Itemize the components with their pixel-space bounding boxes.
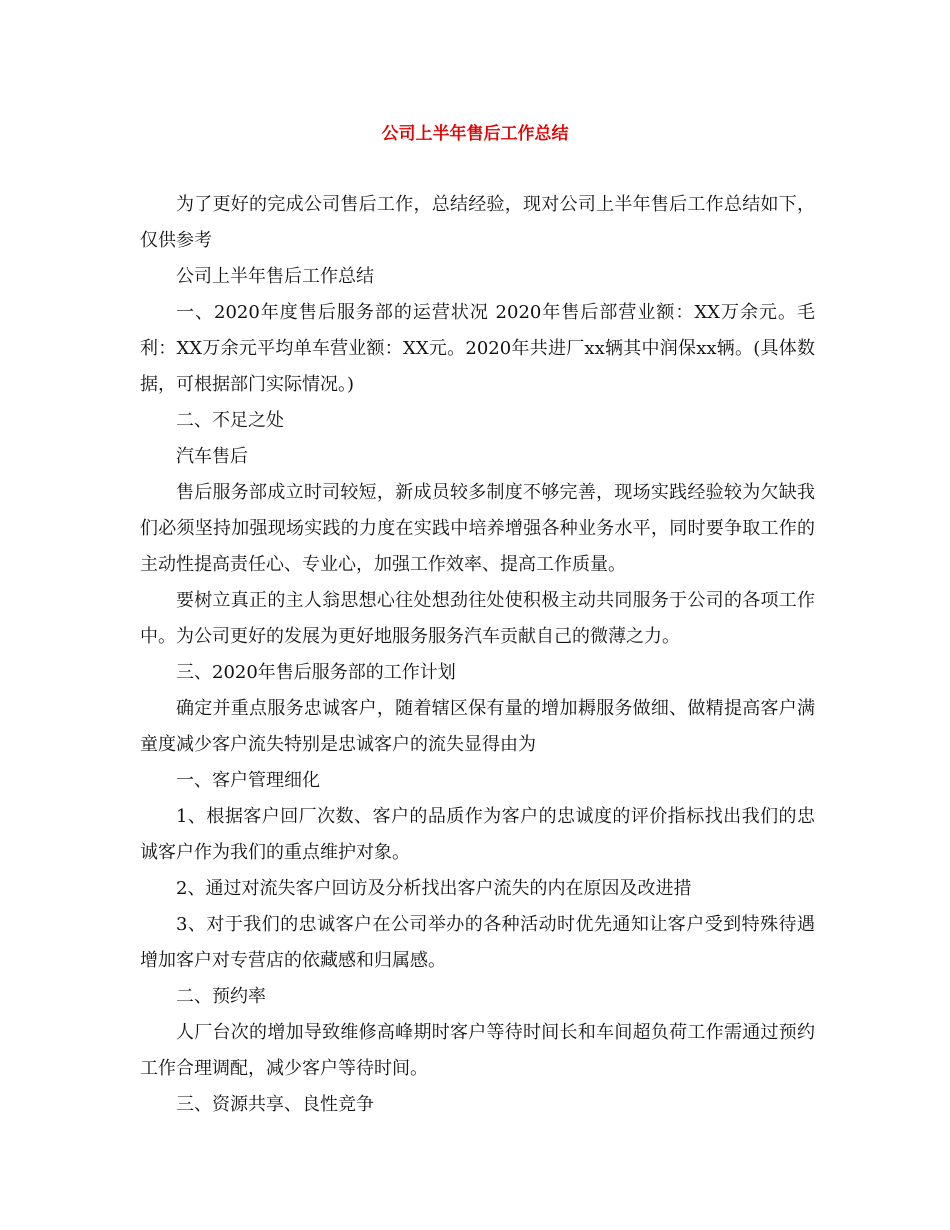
document-title: 公司上半年售后工作总结 xyxy=(381,124,569,144)
heading-customer-management: 一、客户管理细化 xyxy=(176,770,320,791)
paragraph-operations-status: 一、2020年度售后服务部的运营状况 2020年售后部营业额：XX万余元。毛利：XX万余元平均单车营业额：XX元。2020年共进厂xx辆其中润保xx辆。(具体数据，可根据部门实际情况。) xyxy=(140,302,815,395)
paragraph-shortcomings-detail: 售后服务部成立时司较短，新成员较多制度不够完善，现场实践经验较为欠缺我们必须坚持加强现场实践的力度在实践中培养增强各种业务水平，同时要争取工作的主动性提高责任心、专业心，加强工作效率、提高工作质量。 xyxy=(140,482,815,575)
paragraph-intro: 为了更好的完成公司售后工作，总结经验，现对公司上半年售后工作总结如下，仅供参考 xyxy=(140,194,815,251)
heading-resource-sharing: 三、资源共享、良性竞争 xyxy=(176,1094,374,1115)
paragraph-subtitle: 公司上半年售后工作总结 xyxy=(176,266,374,287)
heading-appointment-rate: 二、预约率 xyxy=(176,986,266,1007)
document-body xyxy=(140,187,815,1123)
paragraph-ownership: 要树立真正的主人翁思想心往处想劲往处使积极主动共同服务于公司的各项工作中。为公司更好的发展为更好地服务服务汽车贡献自己的微薄之力。 xyxy=(140,590,815,647)
heading-work-plan: 三、2020年售后服务部的工作计划 xyxy=(176,662,456,683)
list-item-2: 2、通过对流失客户回访及分析找出客户流失的内在原因及改进措 xyxy=(176,878,692,899)
heading-shortcomings: 二、不足之处 xyxy=(176,410,284,431)
list-item-3: 3、对于我们的忠诚客户在公司举办的各种活动时优先通知让客户受到特殊待遇增加客户对专营店的依藏感和归属感。 xyxy=(140,914,815,971)
heading-auto-aftersales: 汽车售后 xyxy=(176,446,248,467)
list-item-1: 1、根据客户回厂次数、客户的品质作为客户的忠诚度的评价指标找出我们的忠诚客户作为我们的重点维护对象。 xyxy=(140,806,815,863)
paragraph-appointment: 人厂台次的增加导致维修高峰期时客户等待时间长和车间超负荷工作需通过预约工作合理调配，减少客户等待时间。 xyxy=(140,1022,815,1079)
paragraph-loyal-customers: 确定并重点服务忠诚客户，随着辖区保有量的增加耨服务做细、做精提高客户满童度减少客户流失特别是忠诚客户的流失显得由为 xyxy=(140,698,815,755)
